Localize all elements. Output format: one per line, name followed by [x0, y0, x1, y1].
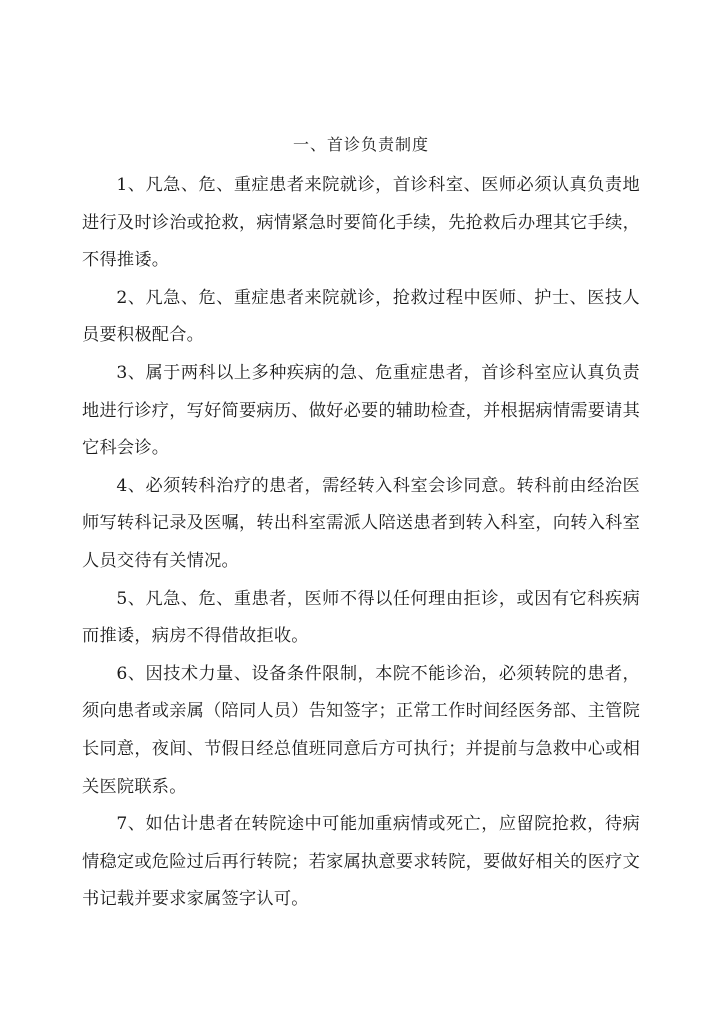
document-page	[82, 130, 640, 919]
document-title: 一、首诊负责制度	[292, 135, 429, 154]
paragraph-1: 1、凡急、危、重症患者来院就诊，首诊科室、医师必须认真负责地进行及时诊治或抢救，病情紧急时要简化手续，先抢救后办理其它手续，不得推诿。	[82, 175, 641, 271]
paragraph-4: 4、必须转科治疗的患者，需经转入科室会诊同意。转科前由经治医师写转科记录及医嘱，转出科室需派人陪送患者到转入科室，向转入科室人员交待有关情况。	[82, 475, 641, 571]
paragraph-2: 2、凡急、危、重症患者来院就诊，抢救过程中医师、护士、医技人员要积极配合。	[82, 287, 640, 346]
paragraph-5: 5、凡急、危、重患者，医师不得以任何理由拒诊，或因有它科疾病而推诿，病房不得借故拒收。	[82, 588, 640, 647]
paragraph-6: 6、因技术力量、设备条件限制，本院不能诊治，必须转院的患者，须向患者或亲属（陪同人员）告知签字；正常工作时间经医务部、主管院长同意，夜间、节假日经总值班同意后方可执行；并提前与急救中心或相关医院联系。	[82, 663, 641, 797]
paragraph-3: 3、属于两科以上多种疾病的急、危重症患者，首诊科室应认真负责地进行诊疗，写好简要病历、做好必要的辅助检查，并根据病情需要请其它科会诊。	[82, 362, 641, 459]
paragraph-7: 7、如估计患者在转院途中可能加重病情或死亡，应留院抢救，待病情稳定或危险过后再行转院；若家属执意要求转院，要做好相关的医疗文书记载并要求家属签字认可。	[82, 814, 641, 910]
